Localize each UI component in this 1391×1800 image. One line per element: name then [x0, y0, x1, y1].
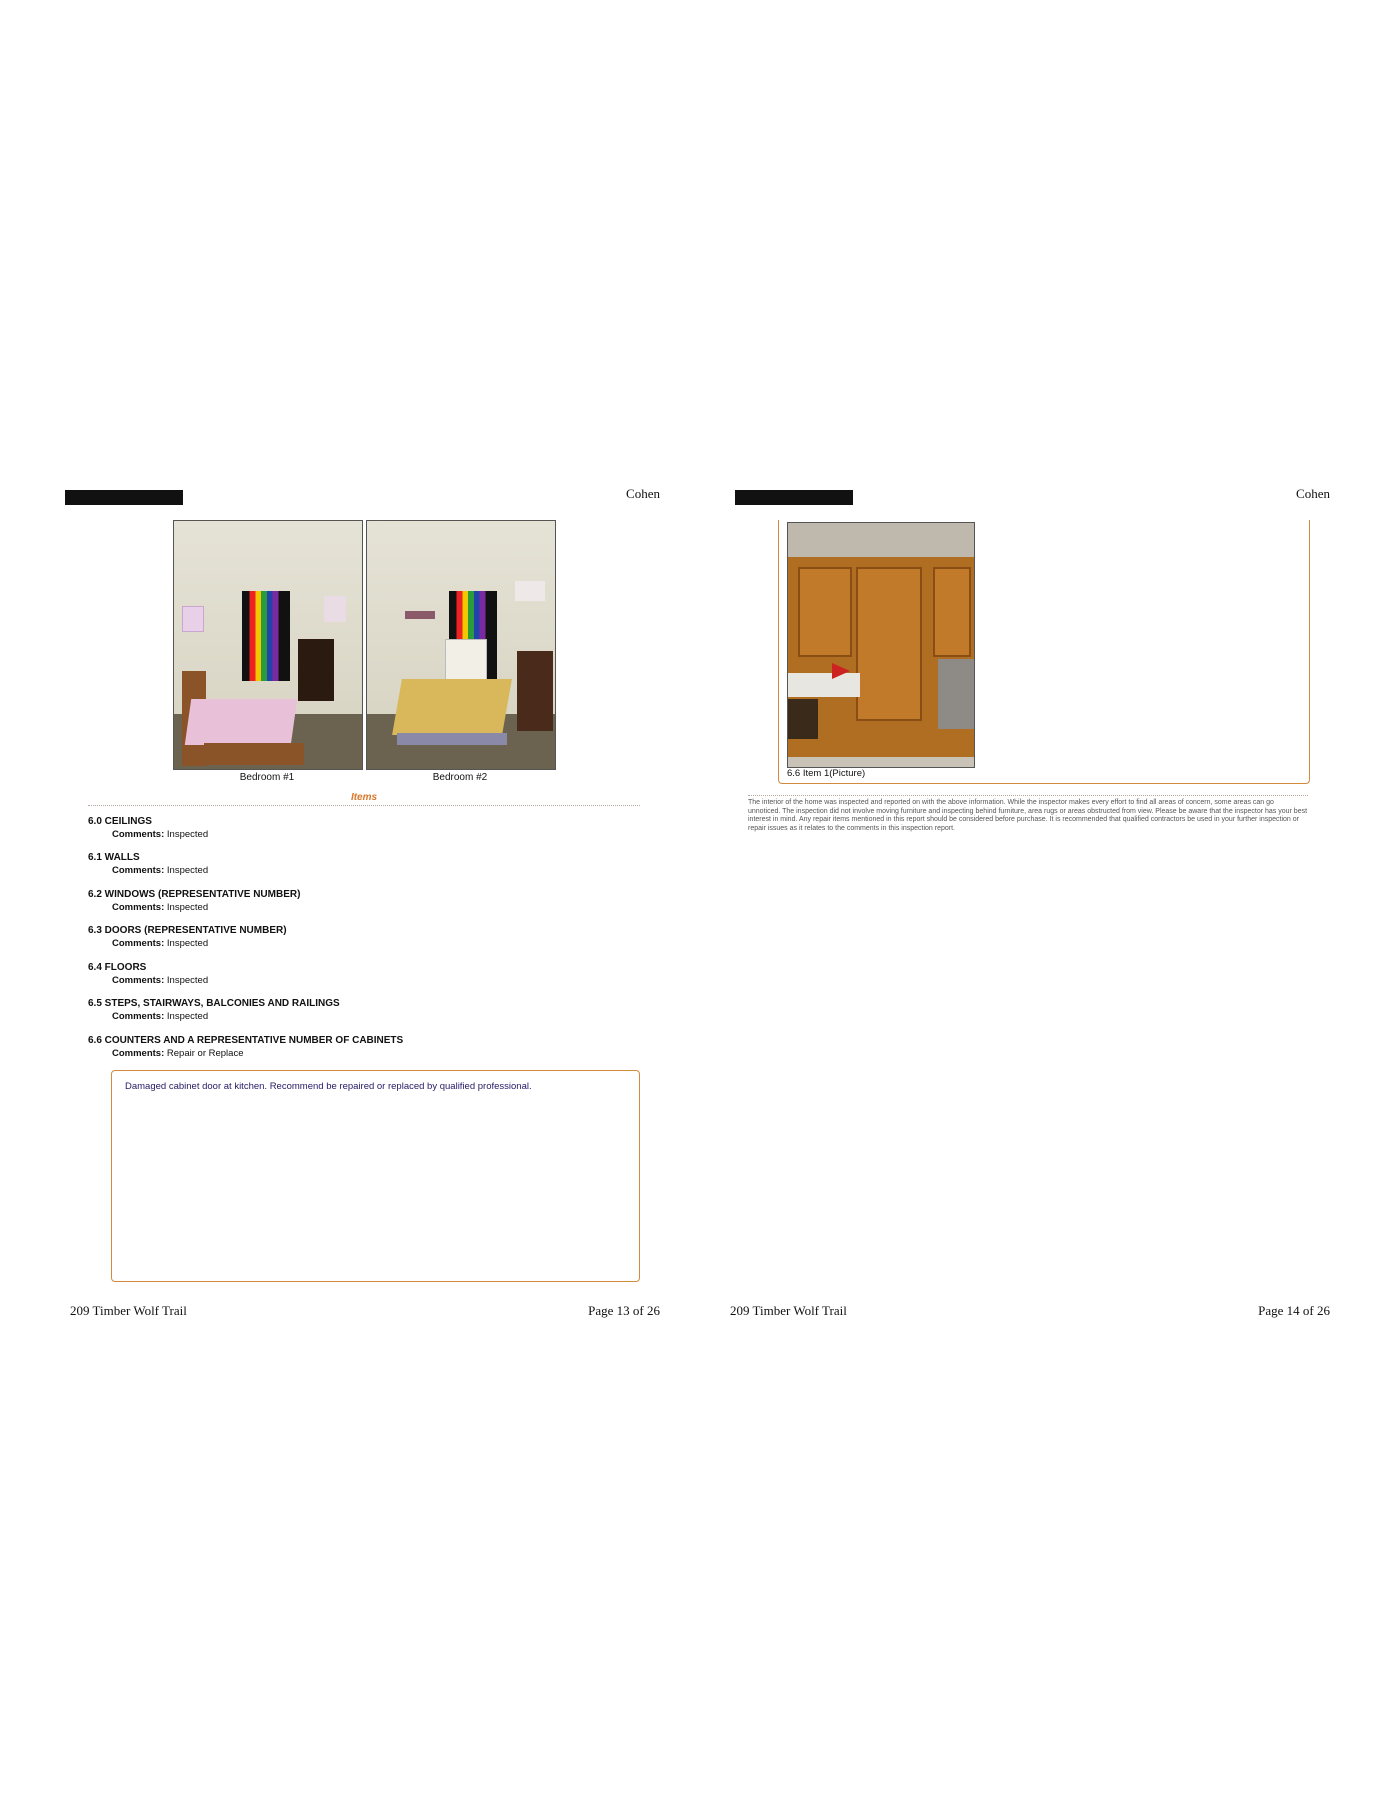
item-title: 6.2 WINDOWS (REPRESENTATIVE NUMBER) [88, 889, 301, 900]
inspection-item [88, 925, 287, 949]
item-comment: Comments: Inspected [112, 902, 209, 913]
inspection-item [88, 1035, 403, 1059]
inspection-item [88, 816, 208, 840]
item-comment: Comments: Inspected [112, 865, 209, 876]
picture-box [778, 520, 1310, 784]
redaction-bar [735, 490, 853, 505]
item-comment: Comments: Inspected [112, 829, 209, 840]
cabinet-photo [787, 522, 975, 768]
bedroom-1-photo [173, 520, 363, 770]
footer-page-number: Page 13 of 26 [588, 1303, 660, 1318]
photo-caption: Bedroom #2 [432, 772, 488, 783]
report-page-14 [730, 480, 1330, 1320]
item-comment: Comments: Inspected [112, 975, 209, 986]
header-client-name: Cohen [626, 486, 660, 501]
item-title: 6.1 WALLS [88, 852, 140, 863]
inspection-item [88, 852, 208, 876]
footer-address: 209 Timber Wolf Trail [70, 1303, 187, 1318]
repair-comment-box [111, 1070, 640, 1282]
inspection-item [88, 889, 300, 913]
footer-address: 209 Timber Wolf Trail [730, 1303, 847, 1318]
report-page-13 [60, 480, 660, 1320]
item-comment: Comments: Inspected [112, 1011, 209, 1022]
items-section-title: Items [350, 792, 378, 803]
item-title: 6.5 STEPS, STAIRWAYS, BALCONIES AND RAILINGS [88, 998, 340, 1009]
bedroom-2-photo [366, 520, 556, 770]
item-title: 6.0 CEILINGS [88, 816, 152, 827]
header-client-name: Cohen [1296, 486, 1330, 501]
photo-caption: Bedroom #1 [239, 772, 295, 783]
disclaimer-text: The interior of the home was inspected and reported on with the above information. While the inspector makes every effort to find all areas of concern, some areas can go unnoticed. The inspection did not involve moving furniture and inspecting behind furniture, area rugs or areas obstructed from view. Please be aware that the inspector has your best interest in mind. Any repair items mentioned in this report should be considered before purchase. It is recommended that qualified contractors be used in your further inspection or repair issues as it relates to the comments in this inspection report. [748, 799, 1308, 832]
section-divider [88, 805, 640, 806]
item-title: 6.6 COUNTERS AND A REPRESENTATIVE NUMBER OF CABINETS [88, 1035, 404, 1046]
redaction-bar [65, 490, 183, 505]
inspection-item [88, 962, 208, 986]
item-comment: Comments: Inspected [112, 938, 209, 949]
item-title: 6.3 DOORS (REPRESENTATIVE NUMBER) [88, 925, 287, 936]
footer-page-number: Page 14 of 26 [1258, 1303, 1330, 1318]
section-divider [748, 795, 1308, 796]
picture-caption: 6.6 Item 1(Picture) [787, 768, 866, 779]
item-title: 6.4 FLOORS [88, 962, 147, 973]
item-comment: Comments: Repair or Replace [112, 1048, 244, 1059]
repair-comment-text: Damaged cabinet door at kitchen. Recommend be repaired or replaced by qualified professional. [125, 1081, 532, 1092]
inspection-item [88, 998, 340, 1022]
